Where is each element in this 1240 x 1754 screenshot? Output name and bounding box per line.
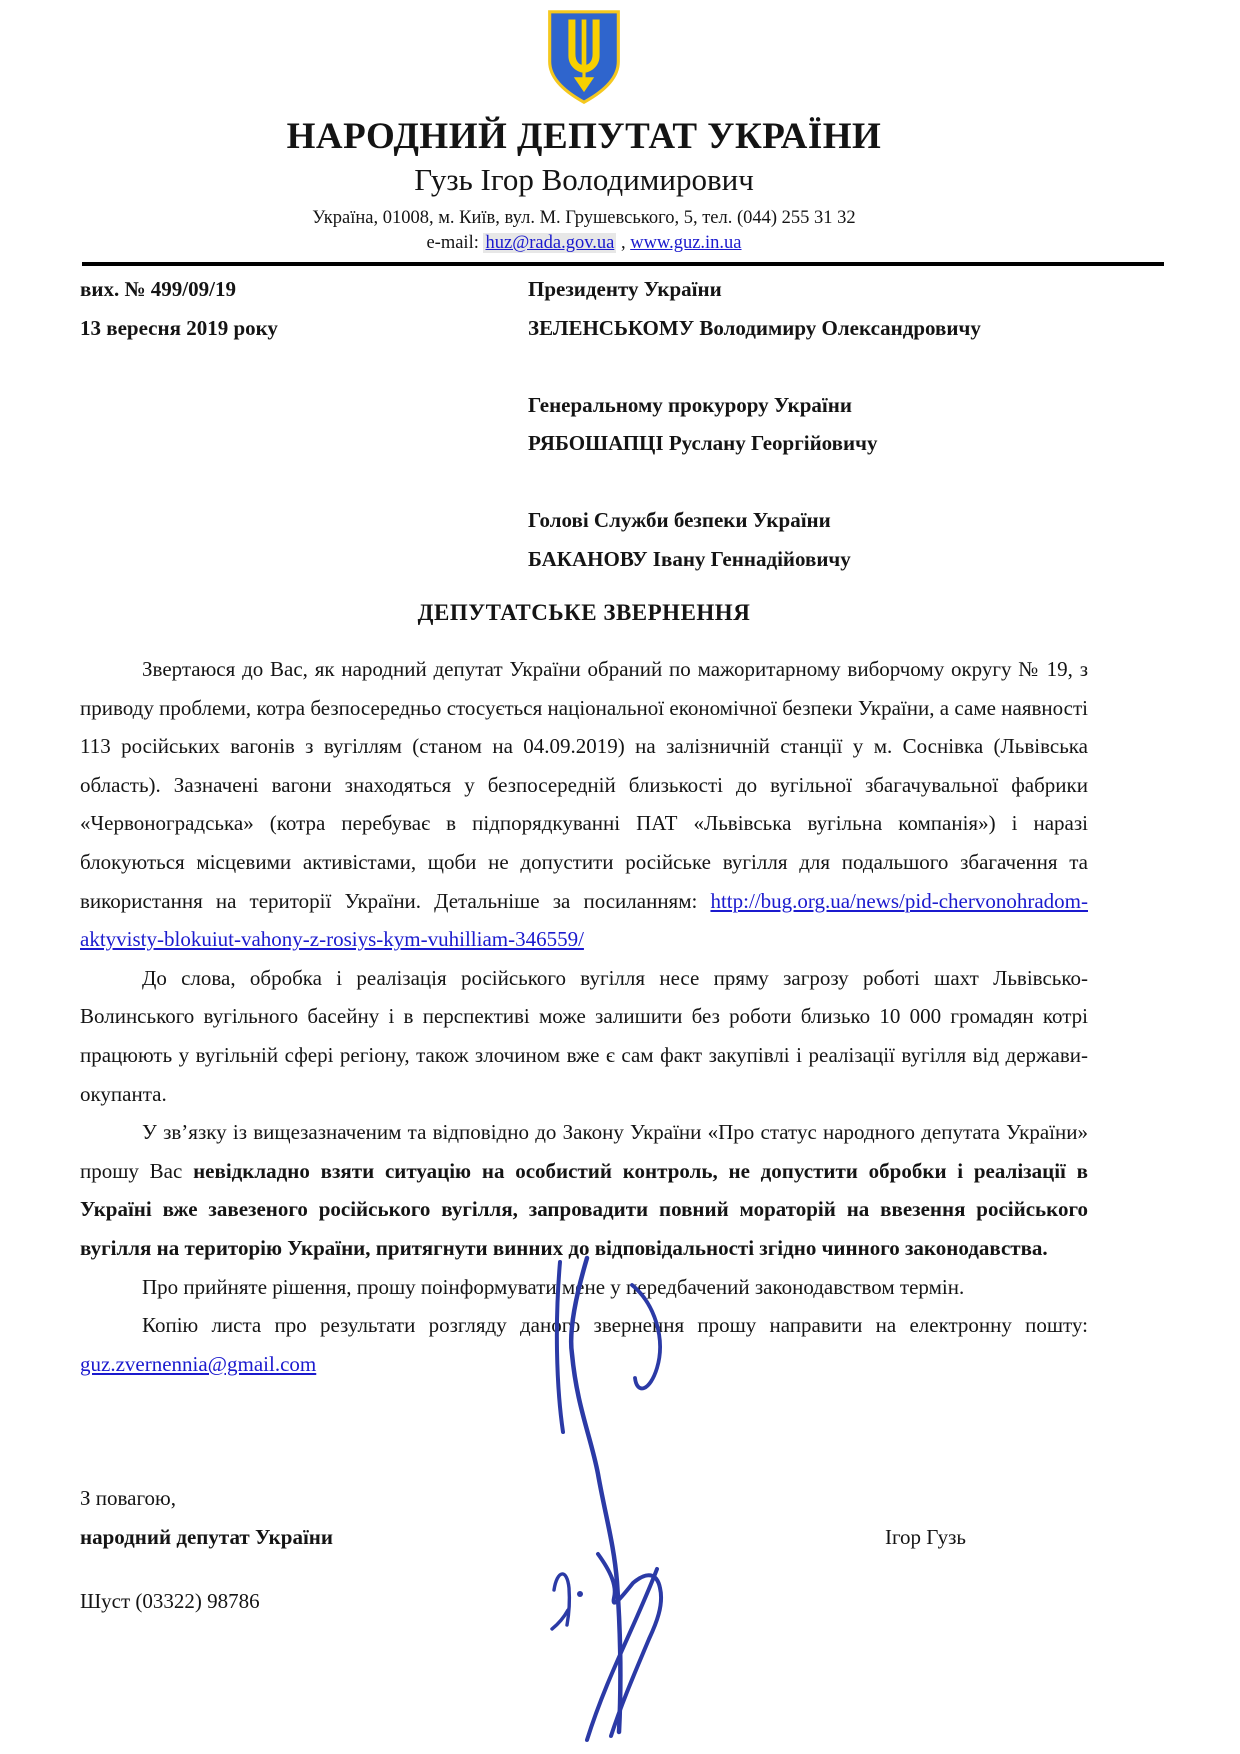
- person-name: Гузь Ігор Володимирович: [414, 162, 754, 197]
- addressee-name: БАКАНОВУ Івану Геннадійовичу: [528, 546, 851, 571]
- addressees: [528, 270, 1088, 578]
- signer-role: народний депутат України: [80, 1524, 333, 1549]
- addressee-title: Генеральному прокурору України: [528, 392, 852, 417]
- reference-number: вих. № 499/09/19: [80, 277, 236, 301]
- email-separator: ,: [616, 233, 631, 253]
- letterhead: [80, 8, 1088, 255]
- paragraph-1-text: Звертаюся до Вас, як народний депутат України обраний по мажоритарному виборчому округу № 19, з приводу проблеми, котра безпосередньо стосується національної економічної безпеки України, а саме наявності 113 російських вагонів з вугіллям (станом на 04.09.2019) на залізничній станції у м. Соснівка (Львівська область). Зазначені вагони знаходяться у безпосередній близькості до вугільної збагачувальної фабрики «Червоноградська» (котра перебуває в підпорядкуванні ПАТ «Львівська вугільна компанія») і наразі блокуються місцевими активістами, щоби не допустити російське вугілля для подальшого збагачення та використання на території України. Детальніше за посиланням:: [80, 657, 1088, 913]
- signer-name: Ігор Гузь: [884, 1524, 966, 1549]
- signature-row: [80, 1518, 1088, 1557]
- paragraph-3-text: У зв’язку із вищезазначеним та відповідно до Закону України «Про статус народного депутата України» прошу Вас: [80, 1120, 1088, 1183]
- paragraph-2: До слова, обробка і реалізація російського вугілля несе пряму загрозу роботі шахт Львівсько-Волинського вугільного басейну і в перспективі може залишити без роботи близько 10 000 громадян котрі працюють у вугільній сфері регіону, також злочином вже є сам факт закупівлі і реалізації вугілля від держави-окупанта.: [80, 965, 1088, 1106]
- paragraph-5-text: Копію листа про результати розгляду даного звернення прошу направити на електронну пошту:: [142, 1313, 1088, 1338]
- paragraph-3-demand: невідкладно взяти ситуацію на особистий контроль, не допустити обробки і реалізації в Україні вже завезеного російського вугілля, запровадити повний мораторій на ввезення російського вугілля на територію України, притягнути винних до відповідальності згідно чинного законодавства.: [80, 1158, 1088, 1260]
- reply-email-link[interactable]: guz.zvernennia@gmail.com: [80, 1351, 317, 1376]
- email-label: e-mail:: [426, 233, 479, 253]
- email-line: [80, 231, 1088, 255]
- document-title: ДЕПУТАТСЬКЕ ЗВЕРНЕННЯ: [417, 600, 751, 625]
- addressee-title: Президенту України: [528, 277, 722, 301]
- paragraph-5: [80, 1306, 1088, 1383]
- executor-contact: Шуст (03322) 98786: [80, 1589, 260, 1614]
- addressee-president: [528, 270, 1088, 347]
- closing-phrase: З повагою,: [80, 1486, 176, 1511]
- address-line: Україна, 01008, м. Київ, вул. М. Грушевського, 5, тел. (044) 255 31 32: [312, 208, 856, 228]
- outgoing-reference: [80, 270, 278, 578]
- reference-block: [80, 270, 1088, 578]
- paragraph-1: [80, 650, 1088, 959]
- email-link[interactable]: huz@rada.gov.ua: [485, 233, 615, 253]
- addressee-title: Голові Служби безпеки України: [528, 508, 831, 532]
- reference-date: 13 вересня 2019 року: [80, 315, 278, 340]
- addressee-name: РЯБОШАПЦІ Руслану Георгійовичу: [528, 431, 878, 455]
- addressee-sbu: [528, 501, 1088, 578]
- paragraph-3: [80, 1113, 1088, 1267]
- paragraph-4: Про прийняте рішення, прошу поінформувати мене у передбачений законодавством термін.: [142, 1274, 965, 1299]
- addressee-prosecutor: [528, 386, 1088, 463]
- letterhead-divider: [82, 262, 1164, 266]
- org-title: НАРОДНИЙ ДЕПУТАТ УКРАЇНИ: [286, 116, 882, 157]
- news-article-link[interactable]: http://bug.org.ua/news/pid-chervonohradom-aktyvisty-blokuiut-vahony-z-rosiys-kym-vuhilliam-346559/: [80, 888, 1088, 952]
- addressee-name: ЗЕЛЕНСЬКОМУ Володимиру Олександровичу: [528, 315, 981, 340]
- letter-body: [80, 650, 1088, 1383]
- signature-block: [80, 1479, 1088, 1621]
- ukraine-coat-of-arms-icon: [545, 8, 623, 106]
- website-link[interactable]: www.guz.in.ua: [630, 233, 742, 253]
